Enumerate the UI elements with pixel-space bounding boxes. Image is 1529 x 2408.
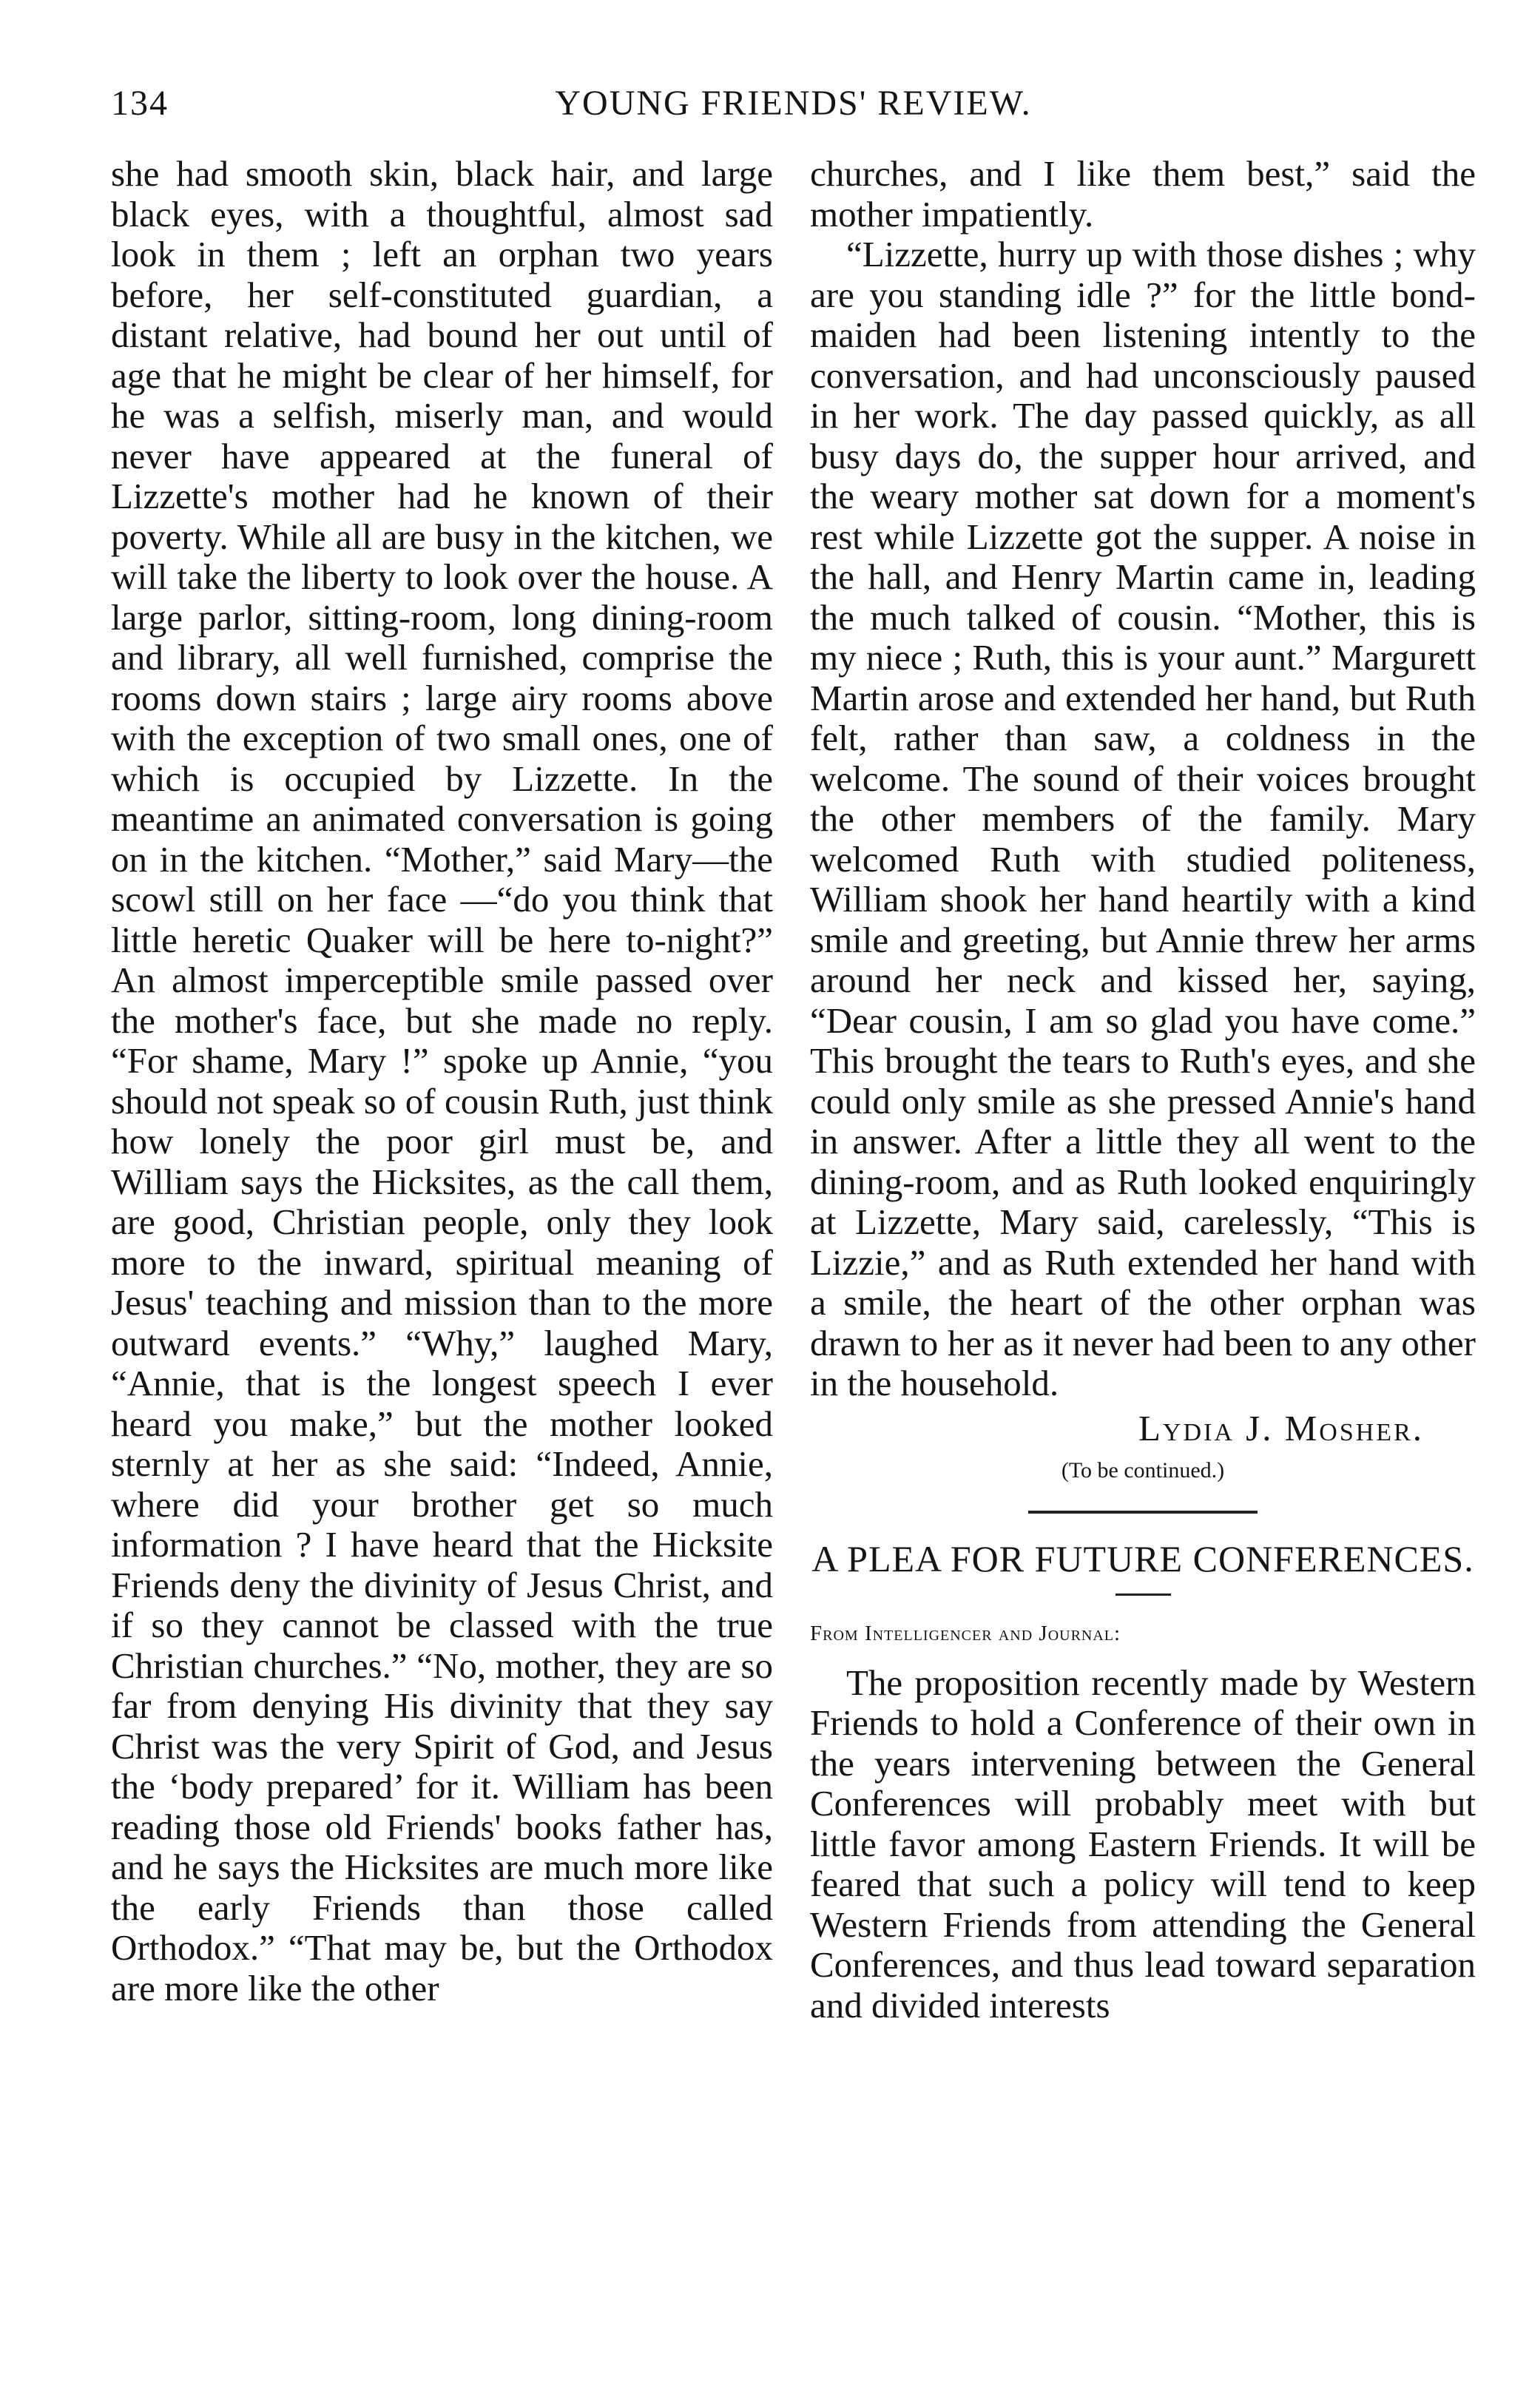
left-column-text: she had smooth skin, black hair, and large black eyes, with a thoughtful, almost sad look in them ; left an orphan two years before, her self-constituted guardian, a distant relative, had bound her out until of age that he might be clear of her himself, for he was a selfish, miserly man, and would never have appeared at the funeral of Lizzette's mother had he known of their poverty. While all are busy in the kitchen, we will take the liberty to look over the house. A large parlor, sitting-room, long dining-room and library, all well furnished, comprise the rooms down stairs ; large airy rooms above with the exception of two small ones, one of which is occupied by Lizzette. In the meantime an animated conversation is going on in the kitchen. “Mother,” said Mary—the scowl still on her face —“do you think that little heretic Quaker will be here to-night?” An almost imperceptible smile passed over the mother's face, but she made no reply. “For shame, Mary !” spoke up Annie, “you should not speak so of cousin Ruth, just think how lonely the poor girl must be, and William says the Hicksites, as the call them, are good, Christian people, only they look more to the inward, spiritual meaning of Jesus' teaching and mission than to the more outward events.” “Why,” laughed Mary, “Annie, that is the longest speech I ever heard you make,” but the mother looked sternly at her as she said: “Indeed, Annie, where did your brother get so much information ? I have heard that the Hicksite Friends deny the divinity of Jesus Christ, and if so they cannot be classed with the true Christian churches.” “No, mother, they are so far from denying His divinity that they say Christ was the very Spirit of God, and Jesus the ‘body prepared’ for it. William has been reading those old Friends' books father has, and he says the Hicksites are much more like the early Friends than those called Orthodox.” “That may be, but the Orthodox are more like the other (111, 153, 773, 2009)
to-be-continued-note: (To be continued.) (1061, 1458, 1225, 1483)
author-signature: Lydia J. Mosher. (1138, 1407, 1424, 1448)
article-title: A PLEA FOR FUTURE CONFERENCES. (811, 1538, 1474, 1579)
article-paragraph: The proposition recently made by Western Friends to hold a Conference of their own in the years intervening between the General Conferences will probably meet with but little favor among Eastern Friends. It will be feared that such a policy will tend to keep Western Friends from attending the General Conferences, and thus lead toward separation and divided interests (810, 1662, 1476, 2026)
left-column (111, 154, 773, 2009)
page-header (111, 83, 1476, 142)
right-column (810, 154, 1476, 2026)
story-paragraph: “Lizzette, hurry up with those dishes ; why are you standing idle ?” for the little bond-maiden had been listening intently to the conversation, and had unconsciously paused in her work. The day passed quickly, as all busy days do, the supper hour arrived, and the weary mother sat down for a moment's rest while Lizzette got the supper. A noise in the hall, and Henry Martin came in, leading the much talked of cousin. “Mother, this is my niece ; Ruth, this is your aunt.” Margurett Martin arose and extended her hand, but Ruth felt, rather than saw, a coldness in the welcome. The sound of their voices brought the other members of the family. Mary welcomed Ruth with studied politeness, William shook her hand heartily with a kind smile and greeting, but Annie threw her arms around her neck and kissed her, saying, “Dear cousin, I am so glad you have come.” This brought the tears to Ruth's eyes, and she could only smile as she pressed Annie's hand in answer. After a little they all went to the dining-room, and as Ruth looked enquiringly at Lizzette, Mary said, carelessly, “This is Lizzie,” and as Ruth extended her hand with a smile, the heart of the other orphan was drawn to her as it never had been to any other in the household. (810, 234, 1476, 1403)
title-divider (1115, 1593, 1171, 1596)
continued-text: churches, and I like them best,” said the mother impatiently. (810, 153, 1476, 235)
section-divider (1028, 1511, 1258, 1514)
page-number: 134 (111, 84, 169, 123)
running-title: YOUNG FRIENDS' REVIEW. (555, 84, 1032, 123)
source-line: From Intelligencer and Journal: (810, 1622, 1121, 1645)
